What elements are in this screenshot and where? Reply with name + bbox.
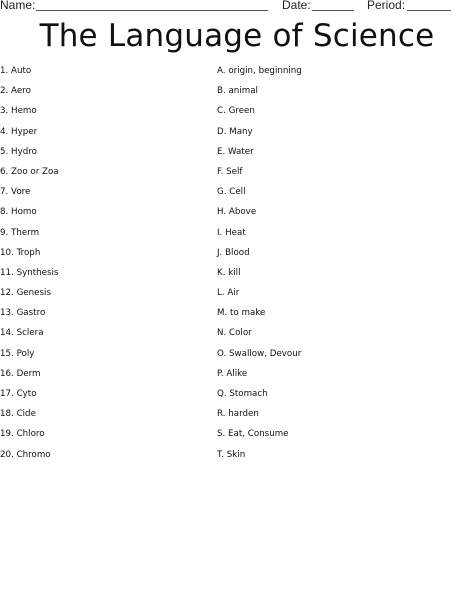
definition-item: A. origin, beginning	[217, 66, 302, 76]
term-item: 6. Zoo or Zoa	[0, 166, 59, 177]
definition-item: Q. Stomach	[217, 389, 268, 399]
definition-item: K. kill	[217, 267, 241, 278]
term-item: 8. Homo	[0, 207, 37, 218]
date-label: Date:	[282, 0, 311, 12]
term-item: 18. Cide	[0, 409, 36, 420]
worksheet-header	[0, 0, 474, 13]
term-item: 20. Chromo	[0, 449, 51, 460]
worksheet-title: The Language of Science	[39, 18, 435, 54]
term-item: 11. Synthesis	[0, 267, 59, 278]
definition-item: E. Water	[217, 146, 254, 157]
term-item: 15. Poly	[0, 348, 35, 359]
definition-item: L. Air	[217, 288, 240, 299]
definition-item: J. Blood	[217, 247, 250, 258]
term-item: 12. Genesis	[0, 288, 51, 299]
definition-item: F. Self	[217, 166, 243, 177]
term-item: 17. Cyto	[0, 389, 37, 399]
term-item: 9. Therm	[0, 227, 40, 238]
term-item: 19. Chloro	[0, 429, 45, 440]
period-label: Period:	[367, 0, 406, 12]
definition-item: T. Skin	[217, 449, 246, 460]
definition-item: P. Alike	[217, 368, 248, 379]
term-item: 7. Vore	[0, 187, 31, 198]
definitions-list	[217, 61, 467, 465]
term-item: 2. Aero	[0, 86, 31, 97]
term-item: 10. Troph	[0, 247, 41, 258]
term-item: 3. Hemo	[0, 106, 37, 117]
name-blank-line	[36, 10, 268, 11]
definition-item: O. Swallow, Devour	[217, 348, 302, 359]
term-item: 4. Hyper	[0, 126, 38, 137]
term-item: 1. Auto	[0, 66, 32, 76]
term-item: 14. Sclera	[0, 328, 44, 339]
definition-item: N. Color	[217, 328, 252, 339]
definition-item: H. Above	[217, 207, 257, 218]
definition-item: I. Heat	[217, 227, 246, 238]
term-item: 13. Gastro	[0, 308, 46, 319]
definition-item: C. Green	[217, 106, 255, 117]
terms-list	[0, 61, 205, 465]
name-label: Name:	[0, 0, 36, 12]
term-item: 16. Derm	[0, 368, 41, 379]
definition-item: M. to make	[217, 308, 266, 319]
date-blank-line	[312, 10, 354, 11]
definition-item: R. harden	[217, 409, 259, 420]
period-blank-line	[407, 10, 451, 11]
definition-item: S. Eat, Consume	[217, 429, 289, 440]
definition-item: B. animal	[217, 86, 258, 97]
definition-item: G. Cell	[217, 187, 246, 198]
term-item: 5. Hydro	[0, 146, 37, 157]
definition-item: D. Many	[217, 126, 253, 137]
